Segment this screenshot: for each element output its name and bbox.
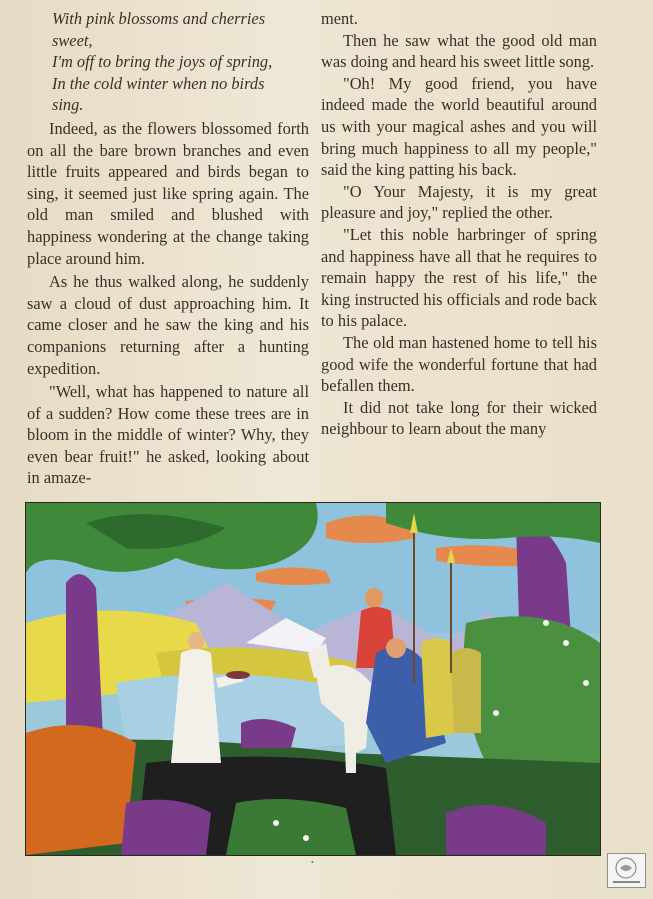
paragraph: As he thus walked along, he suddenly saw a cloud of dust approaching him. It came closer and he saw the king and his companions returning after a hunting expedition. [27, 272, 309, 378]
poem-line: With pink blossoms and cherries [52, 9, 266, 28]
poem-line: sing. [52, 95, 84, 115]
paragraph: "O Your Majesty, it is my great pleasure and joy," replied the other. [321, 181, 597, 223]
poem-line: sweet, [52, 30, 93, 50]
footer-mark: • [311, 858, 314, 867]
right-column [321, 8, 597, 440]
paragraph: It did not take long for their wicked neighbour to learn about the many [321, 397, 597, 439]
poem-line: In the cold winter when no birds [52, 73, 265, 93]
archive-stamp [607, 853, 646, 888]
paragraph: "Oh! My good friend, you have indeed made the world beautiful around us with your magical ashes and you will bring much happiness to all my people," said the king patting his back. [321, 73, 597, 180]
poem-verse [52, 8, 309, 116]
paragraph: Indeed, as the flowers blossomed forth on all the bare brown branches and even little fruits appeared and birds began to sing, it seemed just like spring again. The old man smiled and blushed with happiness wondering at the change taking place around him. [27, 118, 309, 268]
paragraph: Then he saw what the good old man was doing and heard his sweet little song. [321, 30, 597, 72]
paragraph: The old man hastened home to tell his good wife the wonderful fortune that had befallen them. [321, 332, 597, 396]
poem-line: I'm off to bring the joys of spring, [52, 52, 273, 72]
story-illustration [25, 502, 601, 856]
paragraph: "Let this noble harbringer of spring and happiness have all that he requires to remain happy the rest of his life," the king instructed his officials and rode back to his palace. [321, 224, 597, 331]
paragraph-continuation: ment. [321, 9, 358, 28]
left-column [27, 8, 309, 489]
paragraph: "Well, what has happened to nature all of a sudden? How come these trees are in bloom in the middle of winter? Why, they even bear fruit!" he asked, looking about in amaze- [27, 382, 309, 488]
